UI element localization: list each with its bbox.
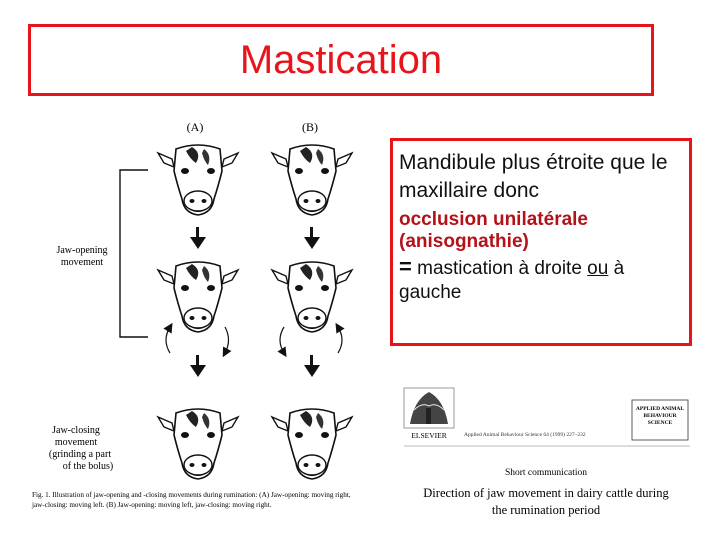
article-excerpt: [400, 380, 700, 530]
journal-reference: Applied Animal Behaviour Science 64 (1999) 227–232: [464, 432, 586, 438]
explanation-line-1: Mandibule plus étroite que le maxillaire donc: [399, 151, 668, 202]
cow-head-a3: [158, 409, 238, 479]
explanation-text-b: à gauche: [399, 258, 625, 303]
jaw-closing-label-1: Jaw-closing: [52, 425, 100, 436]
journal-logo: [632, 400, 688, 440]
figure-caption-1: Fig. 1. Illustration of jaw-opening and -closing movements during rumination: (A) Jaw-opening: moving right,: [32, 491, 351, 499]
elsevier-logo: [404, 388, 454, 440]
article-title-2: the rumination period: [491, 503, 601, 517]
label-b: (B): [302, 120, 318, 134]
journal-logo-line-2: BEHAVIOUR: [643, 413, 677, 419]
figure-caption-2: jaw-closing: moving left. (B) Jaw-opening: moving left, jaw-closing: moving right.: [32, 501, 272, 509]
jaw-opening-label-2: movement: [60, 257, 104, 268]
journal-logo-line-1: APPLIED ANIMAL: [635, 406, 685, 412]
cow-head-b2: [272, 262, 352, 332]
cow-head-a1: [158, 145, 238, 215]
slide-title: Mastication: [239, 37, 443, 82]
elsevier-label: ELSEVIER: [411, 431, 447, 440]
cow-head-a2: [158, 262, 238, 332]
title-box: [28, 24, 654, 96]
cow-head-b3: [272, 409, 352, 479]
jaw-opening-label-1: Jaw-opening: [56, 245, 108, 256]
cow-head-b1: [272, 145, 352, 215]
label-a: (A): [186, 120, 204, 134]
jaw-closing-label-2: movement: [54, 437, 98, 448]
short-communication: Short communication: [504, 468, 588, 478]
explanation-line-3: [399, 255, 683, 305]
journal-logo-line-3: SCIENCE: [647, 420, 673, 426]
explanation-line-2: occlusion unilatérale (anisognathie): [399, 209, 588, 252]
jaw-closing-label-3: (grinding a part: [48, 449, 112, 460]
explanation-text-a: mastication à droite: [411, 258, 588, 279]
jaw-closing-label-4: of the bolus): [62, 461, 114, 472]
jaw-movement-figure: [20, 115, 400, 515]
opening-bracket: [120, 170, 148, 337]
article-title-1: Direction of jaw movement in dairy cattle during: [423, 486, 669, 500]
equals-sign: =: [399, 254, 412, 279]
explanation-box: [390, 138, 692, 346]
explanation-ou: ou: [587, 258, 609, 279]
